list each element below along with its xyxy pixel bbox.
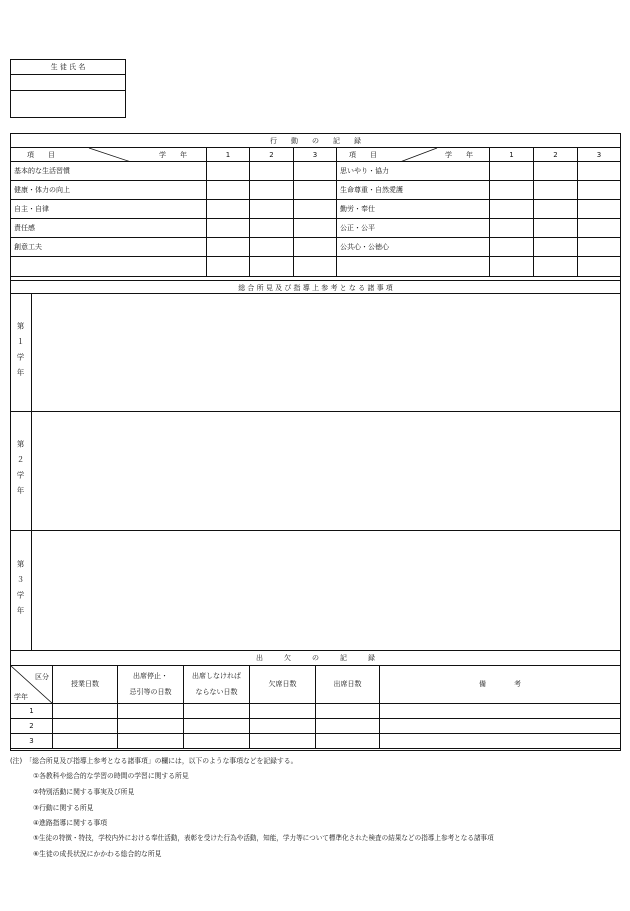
attendance-cell[interactable] bbox=[250, 733, 316, 748]
attendance-table bbox=[10, 651, 621, 749]
corner-top-label: 区分 bbox=[35, 672, 49, 681]
behavior-table bbox=[10, 133, 621, 277]
mark-cell[interactable] bbox=[250, 219, 294, 238]
notes-item: ④進路指導に関する事項 bbox=[33, 819, 108, 827]
attendance-cell[interactable] bbox=[250, 718, 316, 733]
year-label: 第２学年 bbox=[16, 440, 25, 502]
behavior-item: 生命尊重・自然愛護 bbox=[337, 181, 490, 200]
header-attendance-days: 出席日数 bbox=[316, 665, 380, 703]
remarks-year-3 bbox=[10, 531, 621, 651]
attendance-cell[interactable] bbox=[250, 703, 316, 718]
mark-cell[interactable] bbox=[294, 181, 337, 200]
header-remarks: 備 考 bbox=[380, 665, 621, 703]
mark-cell[interactable] bbox=[250, 238, 294, 257]
remarks-title: 総 合 所 見 及 び 指 導 上 参 考 と な る 諸 事 項 bbox=[10, 280, 621, 294]
mark-cell[interactable] bbox=[294, 200, 337, 219]
mark-cell[interactable] bbox=[534, 181, 578, 200]
remarks-year-2 bbox=[10, 412, 621, 531]
mark-cell[interactable] bbox=[534, 219, 578, 238]
behavior-item: 創意工夫 bbox=[11, 238, 207, 257]
mark-cell[interactable] bbox=[578, 162, 621, 181]
attendance-cell[interactable] bbox=[184, 718, 250, 733]
behavior-item: 責任感 bbox=[11, 219, 207, 238]
mark-cell[interactable] bbox=[578, 219, 621, 238]
behavior-title: 行 動 の 記 録 bbox=[11, 134, 621, 148]
remarks-field[interactable] bbox=[32, 412, 620, 530]
header-suspension-line2: 忌引等の日数 bbox=[129, 688, 172, 696]
notes-intro: (注) 「総合所見及び指導上参考となる諸事項」の欄には，以下のような事項などを記録する。 bbox=[10, 757, 298, 765]
header-required-days bbox=[184, 665, 250, 703]
mark-cell[interactable] bbox=[490, 219, 534, 238]
mark-cell[interactable] bbox=[294, 219, 337, 238]
attendance-cell[interactable] bbox=[380, 703, 621, 718]
attendance-cell[interactable] bbox=[53, 733, 118, 748]
mark-cell[interactable] bbox=[207, 238, 250, 257]
mark-cell[interactable] bbox=[250, 181, 294, 200]
year-col-3: 3 bbox=[294, 148, 337, 162]
behavior-item: 基本的な生活習慣 bbox=[11, 162, 207, 181]
attendance-cell[interactable] bbox=[53, 703, 118, 718]
behavior-item: 勤労・奉仕 bbox=[337, 200, 490, 219]
behavior-item bbox=[11, 257, 207, 277]
mark-cell[interactable] bbox=[578, 257, 621, 277]
header-required-line2: ならない日数 bbox=[195, 688, 238, 696]
year-label-cell bbox=[10, 294, 32, 411]
year-label-cell bbox=[10, 412, 32, 530]
year-col-1: 1 bbox=[207, 148, 250, 162]
behavior-header-left bbox=[11, 148, 207, 162]
year-label: 第３学年 bbox=[16, 559, 25, 622]
mark-cell[interactable] bbox=[207, 162, 250, 181]
attendance-cell[interactable] bbox=[118, 733, 184, 748]
attendance-cell[interactable] bbox=[380, 718, 621, 733]
behavior-item: 健康・体力の向上 bbox=[11, 181, 207, 200]
mark-cell[interactable] bbox=[578, 200, 621, 219]
mark-cell[interactable] bbox=[294, 238, 337, 257]
mark-cell[interactable] bbox=[490, 200, 534, 219]
notes-item: ⑤生徒の特徴・特技，学校内外における奉仕活動，表彰を受けた行為や活動，知能，学力等について標準化された検査の結果などの指導上参考となる諸事項 bbox=[33, 834, 494, 842]
attendance-cell[interactable] bbox=[184, 733, 250, 748]
behavior-item: 公共心・公徳心 bbox=[337, 238, 490, 257]
year-label: 学 年 bbox=[159, 151, 187, 159]
attendance-cell[interactable] bbox=[380, 733, 621, 748]
attendance-cell[interactable] bbox=[316, 703, 380, 718]
mark-cell[interactable] bbox=[207, 219, 250, 238]
mark-cell[interactable] bbox=[578, 238, 621, 257]
mark-cell[interactable] bbox=[490, 162, 534, 181]
mark-cell[interactable] bbox=[207, 181, 250, 200]
attendance-cell[interactable] bbox=[118, 718, 184, 733]
student-name-box bbox=[10, 59, 126, 118]
attendance-row-year: 1 bbox=[11, 703, 53, 718]
behavior-item bbox=[337, 257, 490, 277]
mark-cell[interactable] bbox=[250, 200, 294, 219]
attendance-title: 出 欠 の 記 録 bbox=[11, 651, 621, 665]
mark-cell[interactable] bbox=[294, 162, 337, 181]
mark-cell[interactable] bbox=[534, 257, 578, 277]
header-class-days: 授業日数 bbox=[53, 665, 118, 703]
year-label: 学 年 bbox=[445, 151, 473, 159]
remarks-field[interactable] bbox=[32, 531, 620, 650]
mark-cell[interactable] bbox=[490, 238, 534, 257]
year-col-2: 2 bbox=[534, 148, 578, 162]
attendance-cell[interactable] bbox=[118, 703, 184, 718]
notes-item: ②特別活動に関する事実及び所見 bbox=[33, 788, 135, 796]
year-col-2: 2 bbox=[250, 148, 294, 162]
mark-cell[interactable] bbox=[490, 257, 534, 277]
behavior-item: 自主・自律 bbox=[11, 200, 207, 219]
notes-item: ①各教科や総合的な学習の時間の学習に関する所見 bbox=[33, 772, 189, 780]
attendance-cell[interactable] bbox=[53, 718, 118, 733]
attendance-cell[interactable] bbox=[316, 718, 380, 733]
attendance-cell[interactable] bbox=[184, 703, 250, 718]
remarks-year-1 bbox=[10, 294, 621, 412]
header-suspension-days bbox=[118, 665, 184, 703]
remarks-field[interactable] bbox=[32, 294, 620, 411]
mark-cell[interactable] bbox=[250, 162, 294, 181]
student-name-field[interactable] bbox=[11, 75, 125, 91]
behavior-header-right bbox=[337, 148, 490, 162]
mark-cell[interactable] bbox=[294, 257, 337, 277]
mark-cell[interactable] bbox=[534, 162, 578, 181]
notes-item: ③行動に関する所見 bbox=[33, 804, 94, 812]
year-label-cell bbox=[10, 531, 32, 650]
behavior-item: 思いやり・協力 bbox=[337, 162, 490, 181]
year-col-3: 3 bbox=[578, 148, 621, 162]
item-label: 項 目 bbox=[27, 151, 55, 159]
attendance-row-year: 2 bbox=[11, 718, 53, 733]
attendance-corner bbox=[11, 665, 53, 703]
mark-cell[interactable] bbox=[578, 181, 621, 200]
notes-item: ⑥生徒の成長状況にかかわる総合的な所見 bbox=[33, 850, 162, 858]
header-absence-days: 欠席日数 bbox=[250, 665, 316, 703]
header-suspension-line1: 出席停止・ bbox=[133, 672, 168, 680]
mark-cell[interactable] bbox=[534, 238, 578, 257]
year-col-1: 1 bbox=[490, 148, 534, 162]
student-name-label: 生 徒 氏 名 bbox=[11, 60, 125, 75]
mark-cell[interactable] bbox=[207, 200, 250, 219]
behavior-item: 公正・公平 bbox=[337, 219, 490, 238]
mark-cell[interactable] bbox=[490, 181, 534, 200]
year-label: 第１学年 bbox=[16, 321, 25, 384]
item-label: 項 目 bbox=[349, 151, 377, 159]
mark-cell[interactable] bbox=[207, 257, 250, 277]
mark-cell[interactable] bbox=[534, 200, 578, 219]
attendance-cell[interactable] bbox=[316, 733, 380, 748]
mark-cell[interactable] bbox=[250, 257, 294, 277]
attendance-row-year: 3 bbox=[11, 733, 53, 748]
header-required-line1: 出席しなければ bbox=[192, 672, 241, 680]
corner-bottom-label: 学年 bbox=[14, 692, 28, 701]
